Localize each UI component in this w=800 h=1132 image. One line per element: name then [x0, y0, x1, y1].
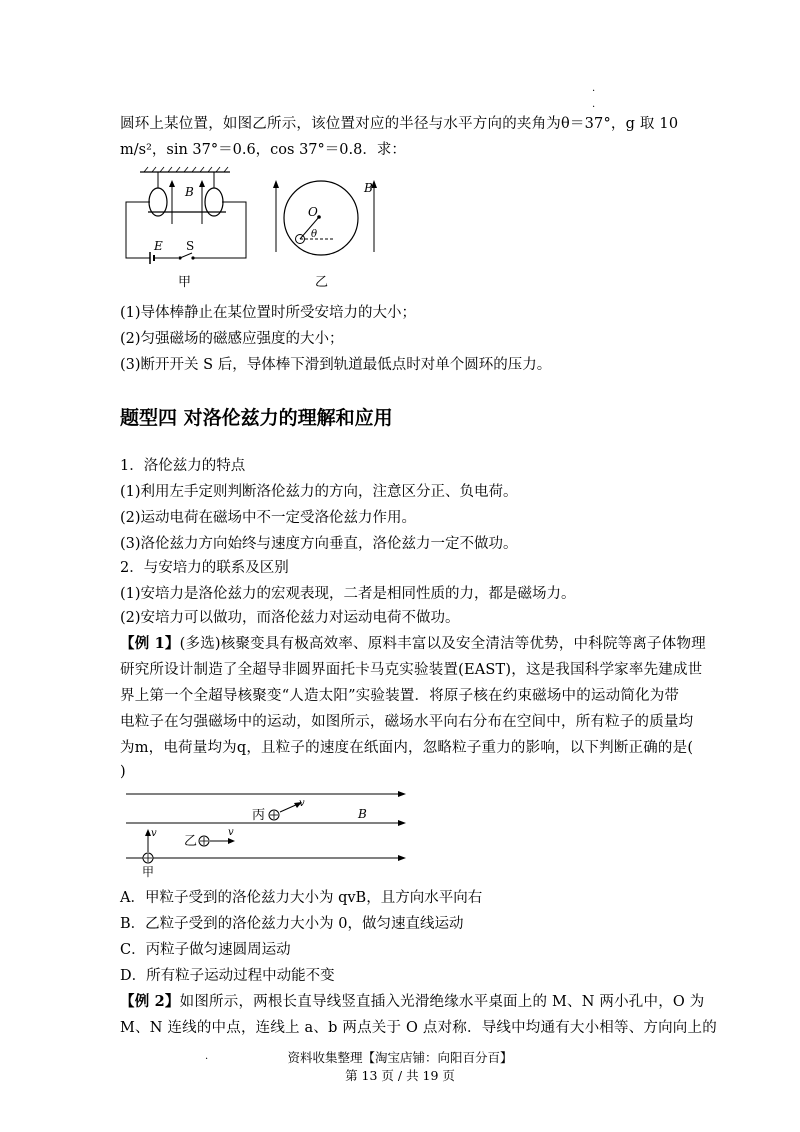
- question-3: (3)断开开关 S 后，导体棒下滑到轨道最低点时对单个圆环的压力。: [120, 357, 552, 373]
- example2-line-2: M、N 连线的中点，连线上 a、b 两点关于 O 点对称．导线中均通有大小相等、方向向上的: [120, 1020, 717, 1036]
- example2-tag: 【例 2】: [120, 993, 180, 1010]
- margin-mark: .: [592, 83, 596, 94]
- section1-item-1: (1)利用左手定则判断洛伦兹力的方向，注意区分正、负电荷。: [120, 484, 518, 500]
- option-d: D．所有粒子运动过程中动能不变: [120, 968, 335, 984]
- option-b: B．乙粒子受到的洛伦兹力大小为 0，做匀速直线运动: [120, 916, 464, 932]
- section2-title: 2．与安培力的联系及区别: [120, 560, 289, 576]
- label-bing: 丙: [252, 808, 266, 823]
- section2-item-2: (2)安培力可以做功，而洛伦兹力对运动电荷不做功。: [120, 610, 460, 626]
- label-yi-particle: 乙: [184, 834, 198, 849]
- figure-rail-circuit: [118, 166, 498, 291]
- section2-item-1: (1)安培力是洛伦兹力的宏观表现，二者是相同性质的力，都是磁场力。: [120, 586, 576, 602]
- label-v-bing: v: [299, 798, 305, 809]
- example1-line-5: 为m，电荷量均为q，且粒子的速度在纸面内，忽略粒子重力的影响，以下判断正确的是(: [120, 740, 694, 756]
- label-B-circle: B: [364, 181, 373, 195]
- example1-line-4: 电粒子在匀强磁场中的运动，如图所示，磁场水平向右分布在空间中，所有粒子的质量均: [120, 714, 694, 730]
- example2-text-1: 如图所示，两根长直导线竖直插入光滑绝缘水平桌面上的 M、N 两小孔中，O 为: [179, 994, 705, 1010]
- section1-title: 1．洛伦兹力的特点: [120, 458, 246, 474]
- figure-particles-field: [118, 784, 418, 884]
- figure-label-jia: 甲: [178, 275, 192, 290]
- label-jia-particle: 甲: [142, 865, 155, 879]
- section1-item-3: (3)洛伦兹力方向始终与速度方向垂直，洛伦兹力一定不做功。: [120, 536, 518, 552]
- label-theta: θ: [311, 229, 318, 240]
- label-v-yi: v: [228, 827, 234, 838]
- example1-line-3: 界上第一个全超导核聚变“人造太阳”实验装置．将原子核在约束磁场中的运动简化为带: [120, 688, 680, 704]
- label-S: S: [186, 239, 195, 253]
- example1-text-1: (多选)核聚变具有极高效率、原料丰富以及安全清洁等优势，中科院等离子体物理: [179, 636, 706, 652]
- intro-line-1: 圆环上某位置，如图乙所示，该位置对应的半径与水平方向的夹角为θ＝37°，g 取 10: [120, 116, 679, 132]
- label-v-jia: v: [151, 828, 157, 839]
- question-2: (2)匀强磁场的磁感应强度的大小；: [120, 331, 344, 347]
- figure-label-yi: 乙: [315, 275, 329, 290]
- section-title: 题型四 对洛伦兹力的理解和应用: [120, 407, 393, 429]
- example2-line-1: [120, 992, 705, 1012]
- section1-item-2: (2)运动电荷在磁场中不一定受洛伦兹力作用。: [120, 510, 417, 526]
- page-number: 第 13 页 / 共 19 页: [345, 1068, 455, 1083]
- margin-mark: .: [205, 1051, 209, 1062]
- question-1: (1)导体棒静止在某位置时所受安培力的大小；: [120, 305, 417, 321]
- example1-line-6: ): [120, 764, 126, 780]
- example1-line-1: [120, 634, 706, 654]
- label-B-field: B: [358, 807, 367, 821]
- option-a: A．甲粒子受到的洛伦兹力大小为 qvB，且方向水平向右: [120, 890, 483, 906]
- example1-tag: 【例 1】: [120, 635, 180, 652]
- example1-line-2: 研究所设计制造了全超导非圆界面托卡马克实验装置(EAST)，这是我国科学家率先建成世: [120, 662, 703, 678]
- margin-mark: .: [592, 99, 596, 110]
- label-B-circuit: B: [185, 185, 194, 199]
- label-O: O: [308, 205, 318, 219]
- intro-line-2: m/s²，sin 37°＝0.6，cos 37°＝0.8．求：: [120, 142, 406, 158]
- footer-source: 资料收集整理【淘宝店铺：向阳百分百】: [287, 1050, 513, 1065]
- label-E: E: [154, 239, 163, 253]
- option-c: C．丙粒子做匀速圆周运动: [120, 942, 291, 958]
